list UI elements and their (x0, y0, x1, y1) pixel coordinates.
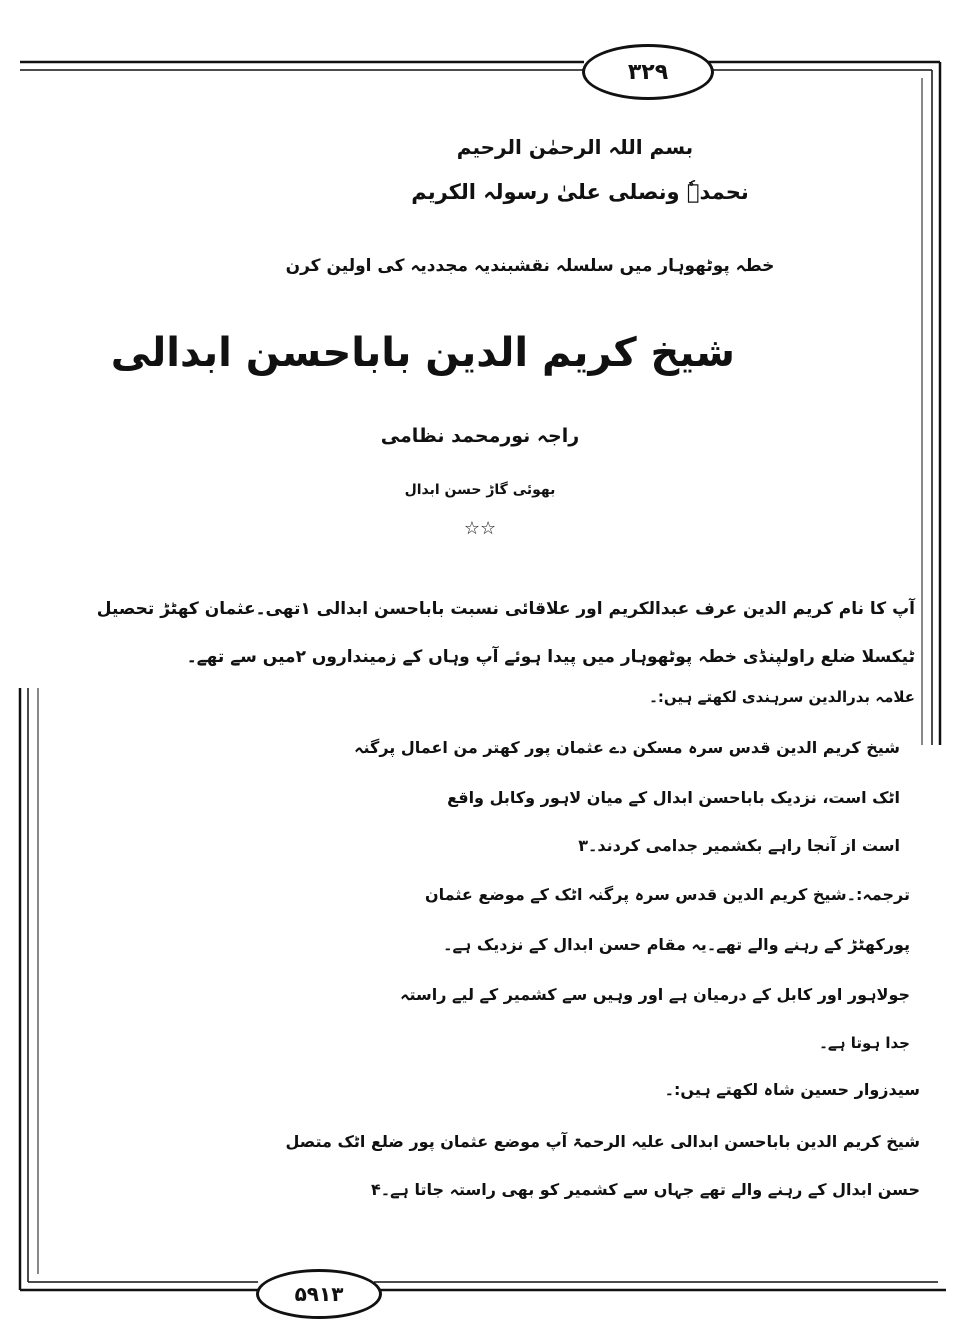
quote2-line1: شیخ کریم الدین باباحسن ابدالی علیہ الرحمۃ آپ موضع عثمان پور ضلع اٹک متصل (285, 1132, 920, 1151)
bottom-page-number: ۵۹۱۳ (256, 1269, 382, 1319)
section-stars: ☆☆ (463, 518, 497, 539)
bismillah: بسم اللہ الرحمٰن الرحیم (456, 135, 694, 159)
translation-line1: ترجمہ:۔شیخ کریم الدین قدس سرہ پرگنہ اٹک کے موضع عثمان (424, 885, 910, 904)
author-name: راجہ نورمحمد نظامی (380, 425, 580, 447)
translation-line3: جولاہور اور کابل کے درمیان ہے اور وہیں سے کشمیر کے لیے راستہ (400, 985, 910, 1004)
para1-line2: ٹیکسلا ضلع راولپنڈی خطہ پوٹھوہار میں پیدا ہوئے آپ وہاں کے زمینداروں ۲میں سے تھے۔ (186, 647, 915, 667)
salutation: نحمدہٗ ونصلی علیٰ رسولہ الکریم (411, 180, 749, 204)
author-location: بھوئی گاڑ حسن ابدال (404, 482, 556, 498)
quote2-line2: حسن ابدال کے رہنے والے تھے جہاں سے کشمیر کو بھی راستہ جاتا ہے۔۴ (370, 1180, 920, 1199)
page-title: شیخ کریم الدین باباحسن ابدالی (110, 330, 735, 376)
quote1-line1: شیخ کریم الدین قدس سرہ مسکن دے عثمان پور کھتر من اعمال پرگنہ (354, 738, 900, 757)
quote1-line2: اٹک است، نزدیک باباحسن ابدال کے میان لاہور وکابل واقع (447, 788, 900, 807)
para1-line1: آپ کا نام کریم الدین عرف عبدالکریم اور علاقائی نسبت باباحسن ابدالی ۱تھی۔عثمان کھٹڑ تحصیل (96, 599, 915, 619)
quote1-intro: علامہ بدرالدین سرہندی لکھتے ہیں:۔ (649, 688, 915, 706)
subtitle: خطہ پوٹھوہار میں سلسلہ نقشبندیہ مجددیہ کی اولین کرن (285, 256, 775, 276)
top-page-number: ۳۲۹ (582, 44, 714, 100)
translation-line2: پورکھٹڑ کے رہنے والے تھے۔یہ مقام حسن ابدال کے نزدیک ہے۔ (443, 935, 910, 954)
translation-line4: جدا ہوتا ہے۔ (819, 1034, 910, 1052)
quote1-line3: است از آنجا راہے بکشمیر جدامی کردند۔۳ (578, 836, 900, 855)
quote2-intro: سیدزوار حسین شاہ لکھتے ہیں:۔ (664, 1080, 920, 1099)
